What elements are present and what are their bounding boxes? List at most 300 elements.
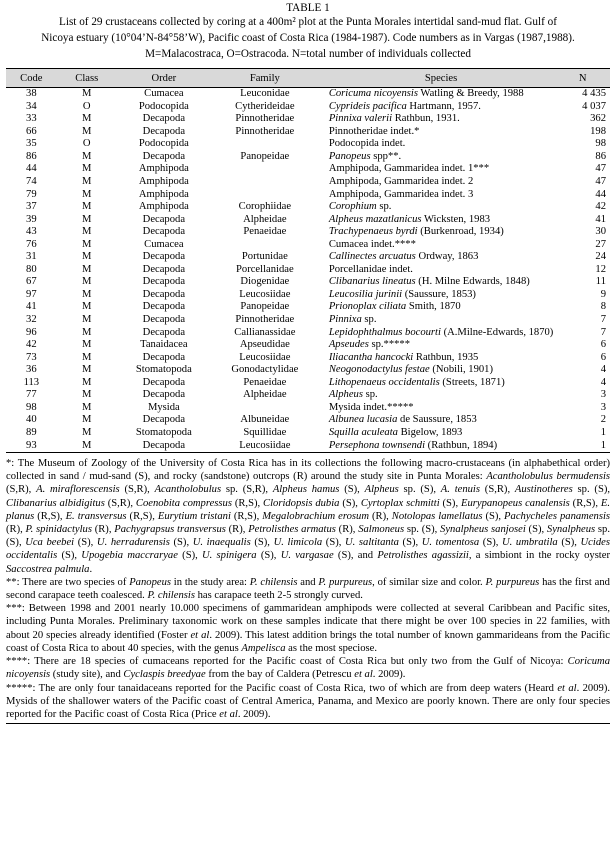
species-name: Persephona townsendi	[328, 439, 426, 451]
cell-class: M	[82, 326, 92, 338]
table-caption	[10, 15, 606, 62]
footnote-text: (S),	[169, 537, 193, 549]
cell-species	[319, 251, 557, 264]
cell-n: 1	[600, 439, 606, 451]
cell-family	[211, 163, 319, 176]
footnote-text: (S,R),	[6, 484, 37, 496]
cell-order: Decapoda	[142, 376, 186, 388]
cell-species	[319, 402, 557, 415]
cell-n: 47	[595, 163, 606, 175]
cell-code: 37	[26, 201, 37, 213]
species-name: Squilla aculeata	[328, 426, 398, 438]
cell-order: Decapoda	[142, 351, 186, 363]
table-row	[6, 440, 610, 453]
footnote-taxon: Cloridopsis dubia	[263, 497, 340, 509]
cell-order: Podocopida	[138, 138, 189, 150]
cell-class: M	[82, 113, 92, 125]
footnote-taxon: P. chilensis	[249, 576, 298, 588]
cell-class: M	[82, 351, 92, 363]
footnote-taxon: U. umbratila	[502, 537, 558, 549]
cell-code: 44	[26, 163, 37, 175]
cell-family	[211, 138, 319, 151]
cell-family: Pinnotheridae	[235, 125, 295, 137]
cell-species	[319, 264, 557, 277]
table-row	[6, 314, 610, 327]
cell-class: O	[82, 100, 91, 112]
species-authority: Amphipoda, Gammaridea indet. 3	[328, 188, 474, 200]
footnote-taxon: Alpheus hamus	[272, 484, 340, 496]
table-row	[6, 226, 610, 239]
cell-family: Penaeidae	[243, 376, 287, 388]
species-authority: Wicksten, 1983	[421, 213, 491, 225]
footnote-text: ****: There are 18 species of cumaceans reported for the Pacific coast of Costa Rica but only two from the Gulf of Nicoya:	[6, 656, 568, 668]
cell-family: Apseudidae	[239, 339, 290, 351]
cell-code: 93	[26, 439, 37, 451]
species-authority: (Saussure, 1853)	[402, 288, 476, 300]
cell-family: Cytherideidae	[235, 100, 295, 112]
table-row	[6, 138, 610, 151]
cell-species	[319, 427, 557, 440]
table-row	[6, 414, 610, 427]
footnote-text: sp. (S),	[404, 524, 441, 536]
species-authority: (Streets, 1871)	[439, 376, 505, 388]
column-header-order: Order	[117, 69, 211, 88]
cell-code: 31	[26, 251, 37, 263]
caption-line: M=Malacostraca, O=Ostracoda. N=total number of individuals collected	[145, 47, 471, 60]
cell-code: 42	[26, 339, 37, 351]
cell-family	[211, 176, 319, 189]
footnote-text: . 2009). Mysids of the shallower waters of the Pacific coast of Central America, Panama, and Mexico are poorly known. There are only four species reported for the Pacific coast of Costa Rica (Price	[6, 682, 610, 720]
species-authority: Smith, 1870	[406, 301, 461, 313]
cell-class: M	[82, 439, 92, 451]
footnote-text: (R),	[6, 524, 26, 536]
species-authority: Cumacea indet.****	[328, 238, 416, 250]
cell-family: Albuneidae	[240, 414, 290, 426]
footnote-taxon: Alpheus	[364, 484, 399, 496]
table-row	[6, 377, 610, 390]
footnote-taxon: Synalpheus sanjosei	[440, 524, 526, 536]
footnote-text: (R),	[91, 524, 115, 536]
footnote-text: in the study area:	[170, 576, 250, 588]
footnote-taxon: Acantholobulus bermudensis	[486, 471, 611, 483]
footnote-taxon: U. inaequalis	[192, 537, 251, 549]
cell-species	[319, 101, 557, 114]
cell-n: 30	[595, 226, 606, 238]
species-authority: (A.Milne-Edwards, 1870)	[440, 326, 554, 338]
table-row	[6, 427, 610, 440]
cell-order: Amphipoda	[138, 163, 189, 175]
cell-n: 42	[595, 201, 606, 213]
footnote-taxon: U. vargasae	[280, 550, 334, 562]
species-name: Trachypenaeus byrdi	[328, 226, 418, 238]
table-row	[6, 289, 610, 302]
cell-n: 47	[595, 176, 606, 188]
footnote-taxon: Coricuma nicoyensis	[6, 656, 610, 681]
species-name: Pinnixa valerii	[328, 113, 393, 125]
species-authority: (H. Milne Edwards, 1848)	[415, 276, 530, 288]
cell-class: M	[82, 376, 92, 388]
footnote-taxon: Pachygrapsus transversus	[114, 524, 226, 536]
caption-line: Nicoya estuary (10°04’N-84°58’W), Pacific coast of Costa Rica (1984-1987). Code numbers as in Vargas (1987,1988).	[41, 32, 575, 44]
cell-species	[319, 327, 557, 340]
footnote-text: ***: Between 1998 and 2001 nearly 10.000 specimens of gammaridean amphipods were collected at several Caribbean and Pacific sites, including Punta Morales. Preliminary taxonomic work on these samples indicate that there might be over 100 species in 22 families, with about 20 species already identified (Foster	[6, 603, 610, 641]
footnote-taxon: U. saltitanta	[345, 537, 399, 549]
species-name: Clibanarius lineatus	[328, 276, 416, 288]
cell-family: Panopeidae	[240, 150, 290, 162]
cell-n: 4 037	[582, 100, 606, 112]
cell-species	[319, 414, 557, 427]
cell-order: Decapoda	[142, 263, 186, 275]
footnote-text: has the first and second carapace teeth coalesced.	[6, 576, 610, 602]
table-row	[6, 214, 610, 227]
cell-code: 40	[26, 414, 37, 426]
footnote	[6, 682, 610, 722]
footnote	[6, 602, 610, 655]
cell-order: Tanaidacea	[140, 339, 188, 351]
table-header-row	[6, 69, 610, 88]
cell-family	[211, 239, 319, 252]
cell-code: 33	[26, 113, 37, 125]
footnote-text: *: The Museum of Zoology of the University of Costa Rica has in its collections the following macro-crustaceans (in alphabethical order) collected in sand / mud-sand (S), and rocky (sandstone) outcrops (R) around the study site in Punta Morales:	[6, 458, 610, 483]
cell-n: 4 435	[582, 88, 606, 100]
species-authority: sp.	[361, 314, 377, 326]
cell-class: M	[82, 213, 92, 225]
footnote-text: (S),	[250, 537, 274, 549]
caption-line: List of 29 crustaceans collected by coring at a 400m² plot at the Punta Morales intertidal sand-mud flat. Gulf of	[59, 16, 557, 29]
cell-species	[319, 113, 557, 126]
cell-family: Leucosiidae	[239, 351, 291, 363]
footnote-text: (S),	[74, 537, 97, 549]
cell-family: Squillidae	[243, 426, 287, 438]
cell-family	[211, 402, 319, 415]
footnote-text: and	[297, 576, 319, 588]
cell-class: M	[82, 276, 92, 288]
cell-n: 41	[595, 213, 606, 225]
footnote-taxon: P. spinidactylus	[25, 524, 92, 536]
footnote-taxon: Cyclaspis breedyae	[123, 669, 206, 681]
footnote-taxon: et al	[190, 629, 210, 641]
cell-code: 98	[26, 401, 37, 413]
footnote-text: (R),	[335, 524, 359, 536]
footnote-text: (R),	[225, 524, 249, 536]
cell-species	[319, 301, 557, 314]
cell-class: M	[82, 150, 92, 162]
footnote-text: , a simbiont in the rocky oyster	[468, 550, 610, 562]
cell-class: M	[82, 88, 92, 100]
cell-order: Cumacea	[144, 238, 184, 250]
cell-code: 73	[26, 351, 37, 363]
species-authority: Ordway, 1863	[415, 251, 479, 263]
footnote-taxon: E. planus	[6, 497, 610, 522]
cell-n: 9	[600, 288, 606, 300]
footnote-taxon: U. tomentosa	[421, 537, 480, 549]
footnote-text: has carapace teeth 2-5 strongly curved.	[194, 590, 363, 602]
species-name: Albunea lucasia	[328, 414, 398, 426]
cell-species	[319, 389, 557, 402]
cell-n: 7	[600, 314, 606, 326]
footnote	[6, 655, 610, 681]
footnote-taxon: Ampelisca	[241, 642, 286, 654]
species-authority: Bigelow, 1893	[397, 426, 463, 438]
footnote-taxon: P. purpureus	[485, 576, 540, 588]
cell-n: 1	[600, 426, 606, 438]
table-row	[6, 101, 610, 114]
cell-n: 3	[600, 389, 606, 401]
species-name: Coricuma nicoyensis	[328, 88, 418, 100]
footnote-text: (S,R),	[119, 484, 155, 496]
table-row	[6, 239, 610, 252]
table-row	[6, 189, 610, 202]
footnote-taxon: et al	[219, 708, 238, 720]
footnote-taxon: A. tenuis	[440, 484, 480, 496]
table-row	[6, 264, 610, 277]
footnote-taxon: Cyrtoplax schmitti	[360, 497, 440, 509]
footnote-taxon: Pachycheles panamensis	[504, 510, 611, 522]
footnote	[6, 457, 610, 576]
footnote-taxon: Eurypanopeus canalensis	[461, 497, 570, 509]
cell-class: M	[82, 414, 92, 426]
cell-family: Alpheidae	[243, 213, 287, 225]
cell-class: M	[82, 238, 92, 250]
column-header-family: Family	[211, 69, 319, 88]
footnote-text: (S),	[256, 550, 281, 562]
cell-class: O	[82, 138, 91, 150]
cell-species	[319, 276, 557, 289]
cell-species	[319, 314, 557, 327]
cell-n: 362	[590, 113, 606, 125]
species-name: Neogonodactylus festae	[328, 364, 430, 376]
footnote-taxon: Saccostrea palmula	[6, 563, 90, 575]
footnote-taxon: U. limicola	[273, 537, 323, 549]
cell-code: 76	[26, 238, 37, 250]
species-authority: Podocopida indet.	[328, 138, 406, 150]
cell-order: Decapoda	[142, 301, 186, 313]
footnote-text: (S),	[525, 524, 547, 536]
footnote-taxon: Uca beebei	[25, 537, 75, 549]
footnote-taxon: Panopeus	[129, 576, 171, 588]
cell-n: 198	[590, 125, 606, 137]
cell-family: Leuconidae	[240, 88, 290, 100]
table-row	[6, 402, 610, 415]
footnote-text: (S),	[482, 510, 505, 522]
footnote-text: (S), and	[333, 550, 378, 562]
footnote-text: . 2009).	[237, 708, 271, 720]
cell-order: Podocopida	[138, 100, 189, 112]
cell-class: M	[82, 364, 92, 376]
species-authority: Amphipoda, Gammaridea indet. 2	[328, 176, 474, 188]
cell-order: Decapoda	[142, 389, 186, 401]
table-row	[6, 201, 610, 214]
cell-order: Decapoda	[142, 414, 186, 426]
footnote-text: *****: The are only four tanaidaceans reported for the Pacific coast of Costa Rica, two of which are from deep waters (Heard	[6, 682, 558, 694]
footnote-taxon: Synalpheus	[546, 524, 596, 536]
footnote-text: (S),	[177, 550, 203, 562]
cell-order: Decapoda	[142, 326, 186, 338]
cell-n: 24	[595, 251, 606, 263]
species-name: Lepidophthalmus bocourti	[328, 326, 441, 338]
footnote-taxon: Austinotheres	[514, 484, 573, 496]
footnote-text: . 2009). This latest addition brings the total number of known gammarideans from the Pacific coast of Costa Rica to about 40 species, with the genus	[6, 629, 610, 654]
footnote-text: (S),	[57, 550, 82, 562]
cell-class: M	[82, 188, 92, 200]
cell-code: 38	[26, 88, 37, 100]
footnote-text: sp. (S,R),	[221, 484, 273, 496]
cell-family: Portunidae	[241, 251, 288, 263]
cell-class: M	[82, 301, 92, 313]
cell-class: M	[82, 125, 92, 137]
species-authority: de Saussure, 1853	[397, 414, 477, 426]
species-authority: (Rathbun, 1894)	[425, 439, 498, 451]
cell-n: 4	[600, 376, 606, 388]
cell-n: 86	[595, 150, 606, 162]
cell-code: 97	[26, 288, 37, 300]
footnote-taxon: Megalobrachium erosum	[262, 510, 369, 522]
footnote-taxon: Eurytium tristani	[157, 510, 231, 522]
cell-code: 96	[26, 326, 37, 338]
cell-n: 2	[600, 414, 606, 426]
column-header-n: N	[556, 69, 610, 88]
footnote-taxon: Upogebia maccraryae	[81, 550, 178, 562]
table-row	[6, 389, 610, 402]
footnote-text: (S),	[557, 537, 581, 549]
species-authority: sp.*****	[368, 339, 411, 351]
footnote-text: (R,S),	[126, 510, 158, 522]
species-authority: Rathbun, 1935	[413, 351, 479, 363]
cell-species	[319, 151, 557, 164]
species-authority: Amphipoda, Gammaridea indet. 1***	[328, 163, 490, 175]
cell-code: 34	[26, 100, 37, 112]
cell-species	[319, 214, 557, 227]
species-name: Prionoplax ciliata	[328, 301, 407, 313]
cell-species	[319, 138, 557, 151]
cell-order: Decapoda	[142, 113, 186, 125]
cell-order: Decapoda	[142, 150, 186, 162]
cell-species	[319, 440, 557, 453]
cell-n: 7	[600, 326, 606, 338]
cell-n: 44	[595, 188, 606, 200]
cell-species	[319, 189, 557, 202]
cell-order: Decapoda	[142, 213, 186, 225]
cell-family: Callianassidae	[234, 326, 296, 338]
cell-code: 36	[26, 364, 37, 376]
table-body	[6, 88, 610, 452]
cell-order: Decapoda	[142, 125, 186, 137]
cell-code: 66	[26, 125, 37, 137]
species-authority: Watling & Breedy, 1988	[417, 88, 524, 100]
table-row	[6, 163, 610, 176]
cell-class: M	[82, 163, 92, 175]
cell-class: M	[82, 251, 92, 263]
species-name: Callinectes arcuatus	[328, 251, 416, 263]
species-authority: sp.	[376, 201, 392, 213]
cell-code: 86	[26, 150, 37, 162]
species-authority: Hartmann, 1957.	[406, 100, 481, 112]
species-authority: Porcellanidae indet.	[328, 263, 413, 275]
footnote-text: sp. (S),	[6, 524, 610, 549]
table-row	[6, 327, 610, 340]
species-authority: Rathbun, 1931.	[392, 113, 460, 125]
cell-family: Leucosiidae	[239, 439, 291, 451]
footnote-text: (R,S),	[231, 497, 264, 509]
species-authority: Mysida indet.*****	[328, 401, 414, 413]
cell-class: M	[82, 201, 92, 213]
species-name: Iliacantha hancocki	[328, 351, 414, 363]
cell-class: M	[82, 401, 92, 413]
cell-n: 27	[595, 238, 606, 250]
cell-order: Decapoda	[142, 439, 186, 451]
cell-family: Alpheidae	[243, 389, 287, 401]
footnote-taxon: Notolopas lamellatus	[391, 510, 483, 522]
footnote-text: (S),	[339, 484, 365, 496]
cell-class: M	[82, 226, 92, 238]
cell-n: 6	[600, 339, 606, 351]
cell-order: Cumacea	[144, 88, 184, 100]
column-header-class: Class	[57, 69, 117, 88]
table-row	[6, 276, 610, 289]
footnote-text: sp. (S),	[572, 484, 611, 496]
cell-species	[319, 201, 557, 214]
footnote-taxon: A. miraflorescensis	[36, 484, 120, 496]
footnote-taxon: Petrolisthes armatus	[248, 524, 336, 536]
column-header-species: Species	[319, 69, 557, 88]
table-row	[6, 176, 610, 189]
cell-order: Decapoda	[142, 314, 186, 326]
footnote-taxon: P. chilensis	[147, 590, 195, 602]
cell-order: Amphipoda	[138, 188, 189, 200]
footnote-text: (S),	[398, 537, 422, 549]
table-row	[6, 339, 610, 352]
footnote-text: (R,S),	[34, 510, 66, 522]
footnote-text: sp. (S),	[398, 484, 441, 496]
cell-class: M	[82, 339, 92, 351]
species-name: Panopeus	[328, 150, 371, 162]
table-row	[6, 88, 610, 101]
cell-species	[319, 377, 557, 390]
crustacean-table	[6, 69, 610, 452]
footnote-taxon: Coenobita compressus	[135, 497, 232, 509]
footnote-text: **: There are two species of	[6, 576, 130, 588]
cell-order: Amphipoda	[138, 176, 189, 188]
footnote-taxon: U. herradurensis	[96, 537, 170, 549]
cell-n: 11	[595, 276, 606, 288]
species-name: Leucosilia jurinii	[328, 288, 403, 300]
table-footnotes	[6, 457, 610, 724]
cell-family: Penaeidae	[243, 226, 287, 238]
footnote-text: (S),	[479, 537, 503, 549]
table-row	[6, 364, 610, 377]
footnote	[6, 576, 610, 602]
cell-family: Pinnotheridae	[235, 113, 295, 125]
footnote-text: from the bay of Caldera (Petrescu	[205, 669, 355, 681]
footnote-text: , of similar size and color.	[372, 576, 486, 588]
cell-code: 41	[26, 301, 37, 313]
table-row	[6, 352, 610, 365]
cell-class: M	[82, 426, 92, 438]
cell-family: Porcellanidae	[236, 263, 294, 275]
footnote-taxon: P. purpureus	[318, 576, 373, 588]
species-authority: sp.	[362, 389, 378, 401]
table-row	[6, 251, 610, 264]
cell-n: 98	[595, 138, 606, 150]
table-bottom-rule	[6, 452, 610, 453]
cell-class: M	[82, 389, 92, 401]
cell-code: 67	[26, 276, 37, 288]
cell-species	[319, 226, 557, 239]
footnote-text: .	[89, 563, 93, 575]
species-name: Cyprideis pacifica	[328, 100, 407, 112]
cell-species	[319, 176, 557, 189]
cell-species	[319, 163, 557, 176]
